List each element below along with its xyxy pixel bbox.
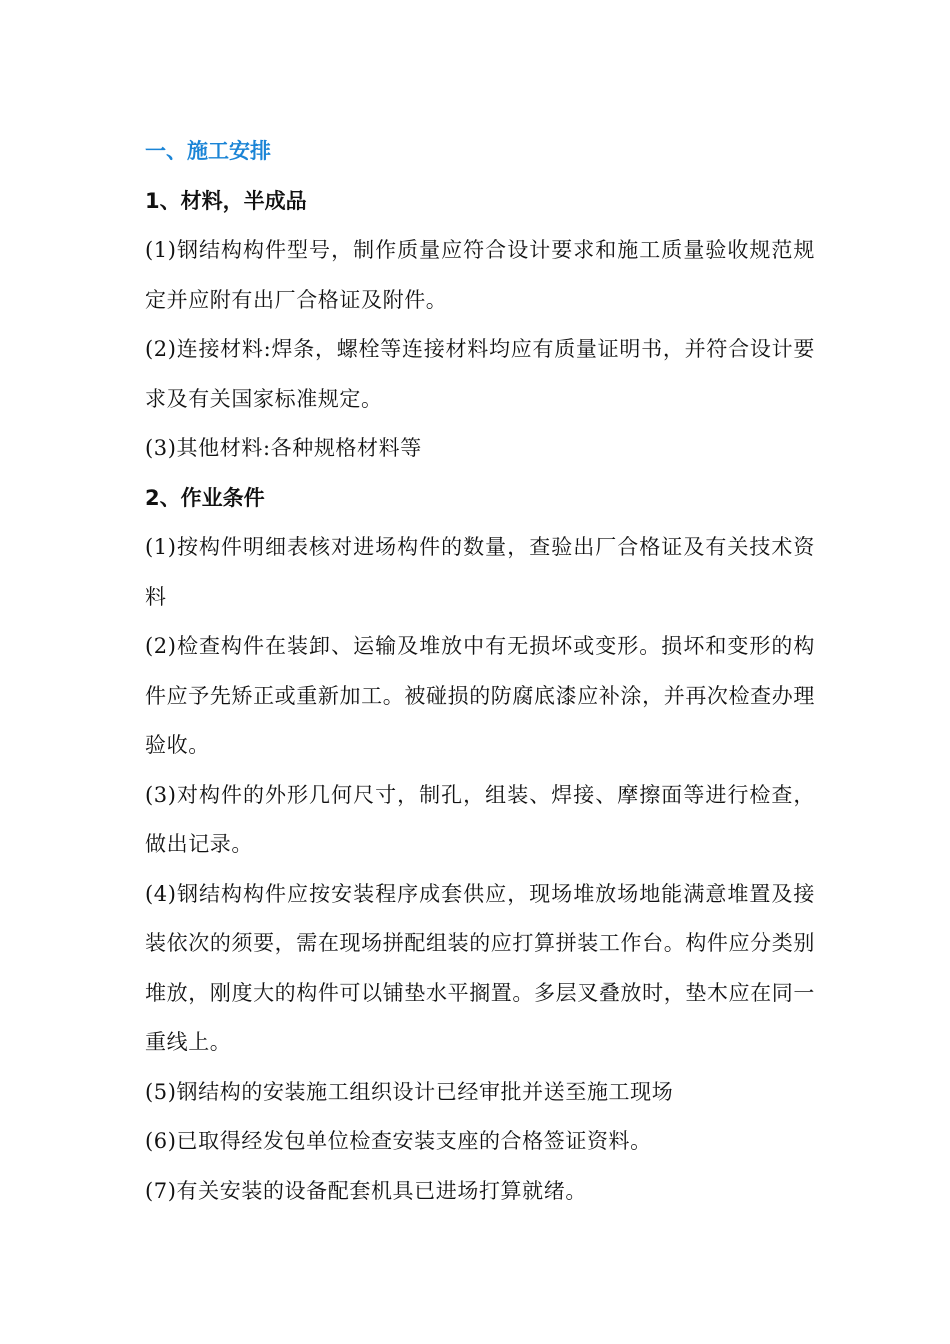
conditions-item-1: (1)按构件明细表核对进场构件的数量，查验出厂合格证及有关技术资料 [145,535,815,609]
materials-item-1: (1)钢结构构件型号，制作质量应符合设计要求和施工质量验收规范规定并应附有出厂合格证及附件。 [145,238,815,312]
conditions-item-2: (2)检查构件在装卸、运输及堆放中有无损坏或变形。损坏和变形的构件应予先矫正或重新加工。被碰损的防腐底漆应补涂，并再次检查办理验收。 [145,634,815,757]
document-body [145,127,815,1216]
materials-item-2: (2)连接材料:焊条，螺栓等连接材料均应有质量证明书，并符合设计要求及有关国家标准规定。 [145,337,815,411]
materials-item-3: (3)其他材料:各种规格材料等 [145,436,422,460]
conditions-item-5: (5)钢结构的安装施工组织设计已经审批并送至施工现场 [145,1079,674,1104]
subsection-title-work-conditions: 2、作业条件 [145,485,265,510]
conditions-item-7: (7)有关安装的设备配套机具已进场打算就绪。 [145,1178,587,1203]
conditions-item-3: (3)对构件的外形几何尺寸，制孔，组装、焊接、摩擦面等进行检查，做出记录。 [145,782,815,856]
conditions-item-6: (6)已取得经发包单位检查安装支座的合格签证资料。 [145,1129,652,1153]
conditions-item-4: (4)钢结构构件应按安装程序成套供应，现场堆放场地能满意堆置及接装依次的须要，需在现场拼配组装的应打算拼装工作台。构件应分类别堆放，刚度大的构件可以铺垫水平搁置。多层叉叠放时，垫木应在同一重线上。 [145,881,815,1054]
section-heading: 一、施工安排 [145,139,271,163]
subsection-title-materials: 1、材料，半成品 [145,188,307,213]
